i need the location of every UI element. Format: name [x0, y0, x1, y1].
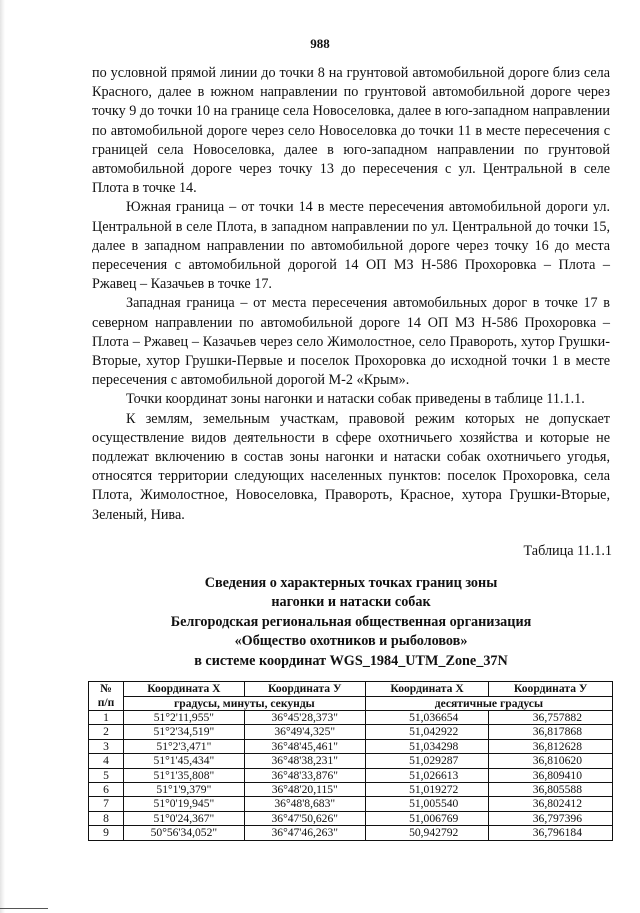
cell-x-dms: 51°0'19,945": [124, 797, 245, 811]
cell-x-dms: 50°56'34,052": [124, 826, 245, 840]
cell-y-dms: 36°48'8,683": [244, 797, 365, 811]
table-label: Таблица 11.1.1: [523, 543, 612, 559]
table-header-row: [89, 682, 613, 697]
table-row: [89, 768, 613, 782]
scan-edge-shadow: [0, 0, 5, 913]
cell-number: 3: [89, 739, 124, 753]
subheader-decimal: десятичные градусы: [365, 696, 612, 711]
cell-x-decimal: 51,036654: [365, 711, 489, 725]
cell-y-decimal: 36,810620: [489, 754, 613, 768]
cell-x-dms: 51°1'45,434": [124, 754, 245, 768]
cell-y-dms: 36°47'50,626": [244, 811, 365, 825]
heading-line: Белгородская региональная общественная организация: [170, 613, 532, 630]
header-coord-y-decimal: Координата У: [489, 682, 613, 697]
bottom-rule: [0, 908, 48, 909]
table-row: [89, 826, 613, 840]
cell-x-decimal: 50,942792: [365, 826, 489, 840]
cell-x-decimal: 51,005540: [365, 797, 489, 811]
table-subheader-row: [89, 696, 613, 711]
cell-x-decimal: 51,026613: [365, 768, 489, 782]
page-number: 988: [310, 36, 330, 51]
cell-number: 1: [89, 711, 124, 725]
header-number: № п/п: [89, 682, 124, 711]
paragraph: Западная граница – от места пересечения автомобильных дорог в точке 17 в северном направлении по автомобильной дороге 14 ОП МЗ Н-586 Прохоровка – Плота – Ржавец – Казачьев через село Жимолостное, село Правороть, хутор Грушки-Вторые, хутор Грушки-Первые и поселок Прохоровка до исходной точки 1 в месте пересечения с автомобильной дорогой М-2 «Крым».: [92, 295, 610, 389]
cell-number: 9: [89, 826, 124, 840]
coordinates-table: [88, 681, 613, 841]
cell-y-dms: 36°49'4,325": [244, 725, 365, 739]
cell-x-decimal: 51,029287: [365, 754, 489, 768]
cell-y-decimal: 36,817868: [489, 725, 613, 739]
paragraph: по условной прямой линии до точки 8 на грунтовой автомобильной дороге близ села Красного, далее в южном направлении по грунтовой автомобильной дороге через точку 9 до точки 10 на границе села Новоселовка, далее в юго-западном направлении по автомобильной дороге через село Новоселовка до точки 11 в месте пересечения с границей села Новоселовка, далее в юго-западном направлении по грунтовой автомобильной дороге через точку 13 до пересечения с ул. Центральной в селе Плота в точке 14.: [92, 65, 610, 197]
cell-number: 4: [89, 754, 124, 768]
paragraph: К землям, земельным участкам, правовой режим которых не допускает осуществление видов деятельности в сфере охотничьего хозяйства и которые не подлежат включению в состав зоны нагонки и натаски собак охотничьего угодья, относятся территории следующих населенных пунктов: поселок Прохоровка, села Плота, Жимолостное, Новоселовка, Правороть, Красное, хутора Грушки-Вторые, Зеленый, Нива.: [92, 410, 610, 523]
cell-number: 6: [89, 783, 124, 797]
cell-x-decimal: 51,042922: [365, 725, 489, 739]
header-coord-x-decimal: Координата X: [365, 682, 489, 697]
cell-x-dms: 51°2'34,519": [124, 725, 245, 739]
paragraph: Точки координат зоны нагонки и натаски собак приведены в таблице 11.1.1.: [126, 391, 585, 408]
cell-number: 8: [89, 811, 124, 825]
table-heading: [92, 574, 610, 671]
cell-x-dms: 51°2'3,471": [124, 739, 245, 753]
cell-y-dms: 36°47'46,263": [244, 826, 365, 840]
cell-number: 7: [89, 797, 124, 811]
table-row: [89, 725, 613, 739]
cell-y-dms: 36°48'45,461": [244, 739, 365, 753]
table-row: [89, 797, 613, 811]
cell-y-decimal: 36,805588: [489, 783, 613, 797]
cell-y-decimal: 36,796184: [489, 826, 613, 840]
header-coord-y: Координата У: [244, 682, 365, 697]
cell-x-decimal: 51,006769: [365, 811, 489, 825]
header-coord-x: Координата X: [124, 682, 245, 697]
cell-y-dms: 36°48'38,231": [244, 754, 365, 768]
cell-y-decimal: 36,802412: [489, 797, 613, 811]
cell-x-dms: 51°0'24,367": [124, 811, 245, 825]
cell-y-dms: 36°48'20,115": [244, 783, 365, 797]
cell-y-decimal: 36,812628: [489, 739, 613, 753]
heading-line: нагонки и натаски собак: [271, 594, 431, 611]
cell-x-decimal: 51,034298: [365, 739, 489, 753]
table-row: [89, 754, 613, 768]
body-text: [92, 64, 610, 525]
cell-x-dms: 51°2'11,955": [124, 711, 245, 725]
table-row: [89, 739, 613, 753]
cell-number: 5: [89, 768, 124, 782]
subheader-dms: градусы, минуты, секунды: [124, 696, 366, 711]
cell-y-dms: 36°45'28,373": [244, 711, 365, 725]
heading-line: «Общество охотников и рыболовов»: [234, 633, 468, 650]
cell-x-dms: 51°1'35,808": [124, 768, 245, 782]
cell-number: 2: [89, 725, 124, 739]
paragraph: Южная граница – от точки 14 в месте пересечения автомобильной дороги ул. Центральной в селе Плота, в западном направлении по ул. Центральной до точки 15, далее в западном направлении по автомобильной дороге через точку 16 до места пересечения с автомобильной дорогой 14 ОП МЗ Н-586 Прохоровка – Плота – Ржавец – Казачьев в точке 17.: [92, 199, 610, 293]
heading-line: в системе координат WGS_1984_UTM_Zone_37N: [194, 652, 508, 669]
cell-y-decimal: 36,757882: [489, 711, 613, 725]
cell-y-decimal: 36,809410: [489, 768, 613, 782]
cell-y-decimal: 36,797396: [489, 811, 613, 825]
table-row: [89, 711, 613, 725]
cell-x-decimal: 51,019272: [365, 783, 489, 797]
cell-x-dms: 51°1'9,379": [124, 783, 245, 797]
cell-y-dms: 36°48'33,876": [244, 768, 365, 782]
heading-line: Сведения о характерных точках границ зоны: [204, 575, 498, 591]
table-row: [89, 811, 613, 825]
table-row: [89, 783, 613, 797]
